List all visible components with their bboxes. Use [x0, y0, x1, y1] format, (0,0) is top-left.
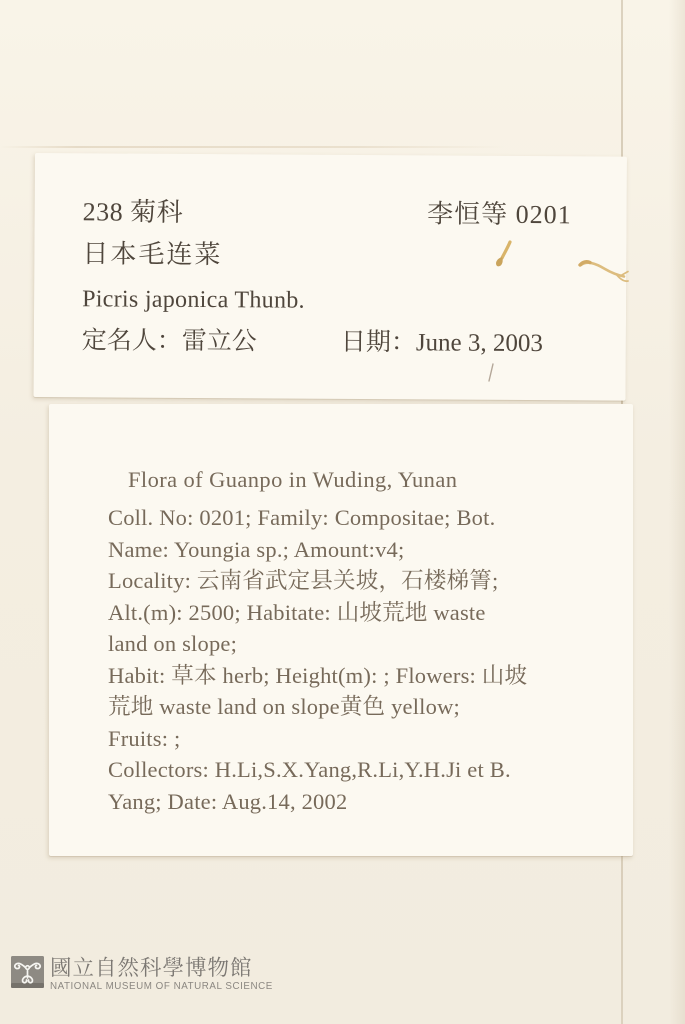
collection-line: Name: Youngia sp.; Amount:v4; [108, 536, 405, 562]
collector-number: 李恒等 0201 [427, 199, 572, 230]
chinese-species-name: 日本毛连菜 [82, 239, 223, 270]
collection-line: 荒地 waste land on slope黄色 yellow; [108, 694, 460, 719]
determination-label [34, 153, 627, 401]
collection-line: Alt.(m): 2500; Habitate: 山坡荒地 waste [108, 599, 486, 625]
scientific-name: Picris japonica Thunb. [82, 286, 305, 314]
plant-fragment-icon [578, 256, 632, 288]
determination-date: 日期：June 3, 2003 [340, 328, 544, 358]
stray-pen-mark [486, 362, 496, 384]
collection-line: Fruits: ; [108, 725, 181, 751]
museum-name-chinese: 國立自然科學博物館 [50, 956, 253, 980]
museum-name-english: NATIONAL MUSEUM OF NATURAL SCIENCE [50, 981, 273, 992]
museum-logo [11, 956, 273, 993]
plant-fragment-icon [492, 239, 516, 271]
collection-label-title: Flora of Guanpo in Wuding, Yunan [128, 467, 458, 492]
determination-label-row-4 [82, 326, 571, 359]
museum-logo-icon [11, 956, 44, 988]
collection-line: Yang; Date: Aug.14, 2002 [108, 788, 348, 814]
museum-logo-text [50, 956, 273, 993]
determination-label-row-1 [83, 197, 572, 230]
specimen-number-and-family: 238 菊科 [82, 197, 184, 227]
determiner-name: 定名人：雷立公 [81, 327, 257, 356]
collection-line: Locality: 云南省武定县关坡，石楼梯箐; [108, 568, 499, 593]
right-edge-shadow [669, 0, 685, 1024]
paper-crease [0, 146, 505, 148]
collection-line: land on slope; [108, 631, 238, 656]
collection-label [49, 404, 633, 856]
collection-line: Habit: 草本 herb; Height(m): ; Flowers: 山坡 [108, 662, 528, 688]
collection-line: Collectors: H.Li,S.X.Yang,R.Li,Y.H.Ji et B. [108, 757, 511, 782]
collection-line: Coll. No: 0201; Family: Compositae; Bot. [108, 505, 496, 530]
